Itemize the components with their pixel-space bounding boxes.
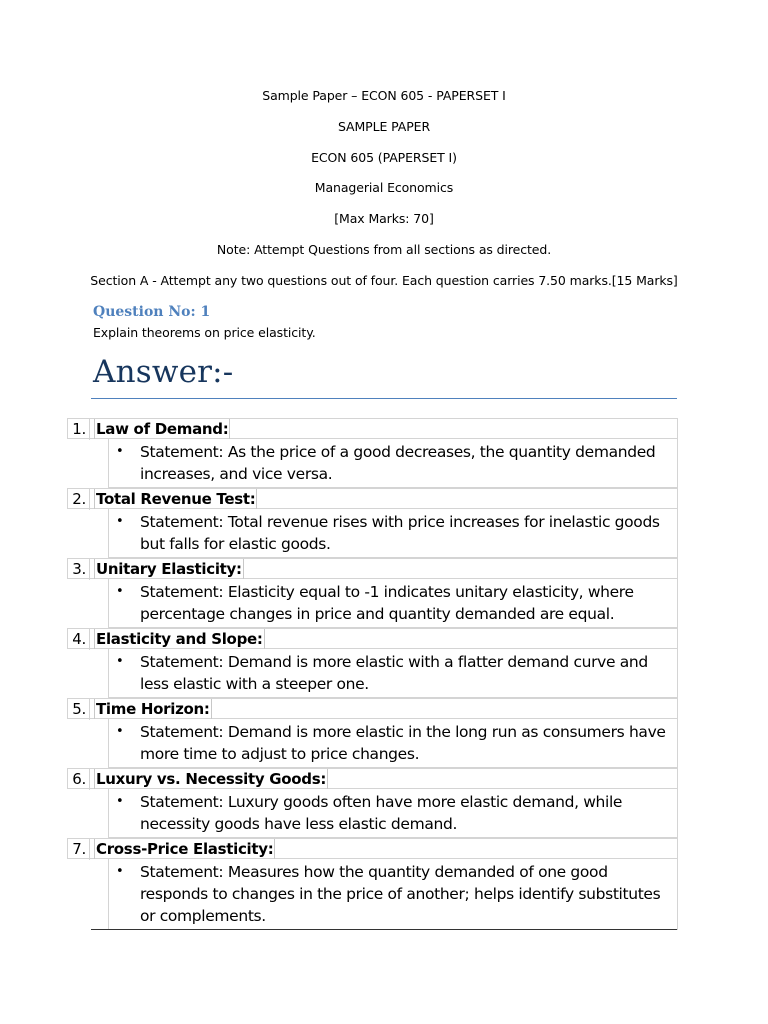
list-item-statement bbox=[108, 509, 678, 558]
list-item-statement bbox=[108, 719, 678, 768]
list-item-title: Law of Demand: bbox=[96, 420, 229, 438]
list-item-title: Total Revenue Test: bbox=[96, 490, 256, 508]
sample-paper-label: SAMPLE PAPER bbox=[337, 119, 431, 134]
bullet-icon: • bbox=[116, 724, 124, 739]
bullet-icon: • bbox=[116, 794, 124, 809]
answer-list bbox=[67, 418, 678, 930]
list-item-statement bbox=[108, 439, 678, 488]
question-heading: Question No: 1 bbox=[93, 304, 211, 320]
list-item-number: 5. bbox=[68, 699, 90, 720]
bullet-icon: • bbox=[116, 444, 124, 459]
list-item bbox=[67, 418, 678, 439]
list-item-title: Unitary Elasticity: bbox=[96, 560, 242, 578]
list-item-number: 4. bbox=[68, 629, 90, 650]
max-marks: [Max Marks: 70] bbox=[334, 211, 434, 226]
paper-title: Sample Paper – ECON 605 - PAPERSET I bbox=[262, 88, 506, 103]
course-name: Managerial Economics bbox=[314, 180, 454, 195]
bottom-divider bbox=[91, 929, 677, 930]
list-item-statement bbox=[108, 859, 678, 930]
answer-divider bbox=[91, 398, 677, 399]
list-item-statement bbox=[108, 789, 678, 838]
list-item-statement bbox=[108, 649, 678, 698]
list-item bbox=[67, 558, 678, 579]
bullet-icon: • bbox=[116, 654, 124, 669]
bullet-icon: • bbox=[116, 864, 124, 879]
list-item-statement bbox=[108, 579, 678, 628]
list-item bbox=[67, 838, 678, 859]
list-item-number: 3. bbox=[68, 559, 90, 580]
list-item bbox=[67, 768, 678, 789]
list-item-number: 6. bbox=[68, 769, 90, 790]
list-item-title: Elasticity and Slope: bbox=[96, 630, 263, 648]
statement-text: Statement: Demand is more elastic with a flatter demand curve and less elastic with a steeper one. bbox=[140, 653, 648, 693]
bullet-icon: • bbox=[116, 514, 124, 529]
list-item bbox=[67, 628, 678, 649]
list-item bbox=[67, 698, 678, 719]
instructions-note: Note: Attempt Questions from all sections as directed. bbox=[216, 242, 552, 257]
list-item-number: 2. bbox=[68, 489, 90, 510]
statement-text: Statement: Elasticity equal to -1 indicates unitary elasticity, where percentage changes in price and quantity demanded are equal. bbox=[140, 583, 634, 623]
statement-text: Statement: Measures how the quantity demanded of one good responds to changes in the price of another; helps identify substitutes or complements. bbox=[140, 863, 661, 925]
statement-text: Statement: Luxury goods often have more elastic demand, while necessity goods have less elastic demand. bbox=[140, 793, 623, 833]
list-item-title: Cross-Price Elasticity: bbox=[96, 840, 274, 858]
statement-text: Statement: Total revenue rises with price increases for inelastic goods but falls for elastic goods. bbox=[140, 513, 660, 553]
list-item bbox=[67, 488, 678, 509]
statement-text: Statement: Demand is more elastic in the long run as consumers have more time to adjust to price changes. bbox=[140, 723, 666, 763]
question-text: Explain theorems on price elasticity. bbox=[93, 325, 316, 340]
list-item-number: 7. bbox=[68, 839, 90, 860]
list-item-title: Time Horizon: bbox=[96, 700, 210, 718]
bullet-icon: • bbox=[116, 584, 124, 599]
answer-title: Answer:- bbox=[93, 354, 234, 390]
course-code: ECON 605 (PAPERSET I) bbox=[311, 150, 457, 165]
list-item-number: 1. bbox=[68, 419, 90, 440]
statement-text: Statement: As the price of a good decreases, the quantity demanded increases, and vice versa. bbox=[140, 443, 656, 483]
list-item-title: Luxury vs. Necessity Goods: bbox=[96, 770, 327, 788]
section-instructions: Section A - Attempt any two questions out of four. Each question carries 7.50 marks.[15 Marks] bbox=[90, 273, 678, 288]
